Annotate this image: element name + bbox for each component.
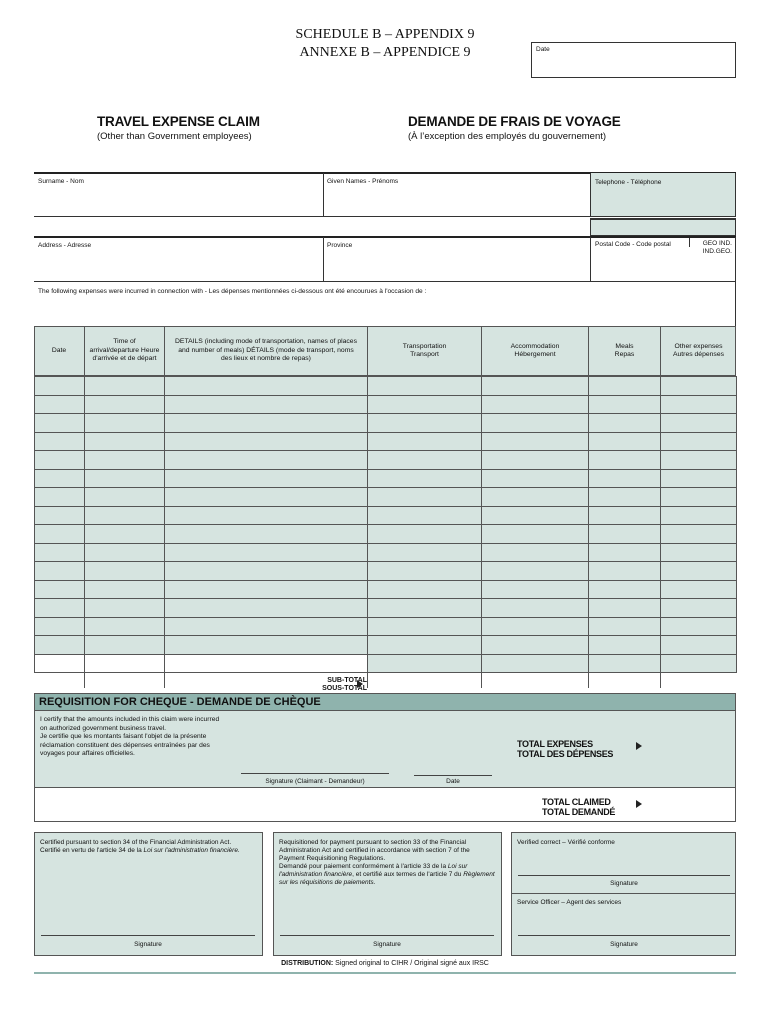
table-cell[interactable] <box>482 395 589 414</box>
table-row <box>35 432 737 451</box>
table-cell <box>165 654 368 673</box>
approval-3-divider <box>512 893 735 894</box>
table-cell[interactable] <box>589 580 661 599</box>
approval-1-text <box>40 839 258 855</box>
table-cell[interactable] <box>368 451 482 470</box>
table-cell[interactable] <box>368 414 482 433</box>
table-cell[interactable] <box>589 451 661 470</box>
table-cell[interactable] <box>85 562 165 581</box>
table-cell[interactable] <box>368 636 482 655</box>
approval-1-fr <box>40 847 258 855</box>
claimant-signature-line[interactable] <box>241 773 389 774</box>
schedule-line-1: SCHEDULE B – APPENDIX 9 <box>295 27 475 42</box>
table-cell <box>85 654 165 673</box>
table-cell[interactable] <box>368 599 482 618</box>
english-title: TRAVEL EXPENSE CLAIM <box>97 114 260 129</box>
total-claimed-label <box>542 797 615 817</box>
french-title: DEMANDE DE FRAIS DE VOYAGE <box>408 114 621 129</box>
table-row <box>35 654 737 673</box>
table-cell[interactable] <box>35 525 85 544</box>
table-cell[interactable] <box>368 617 482 636</box>
table-cell[interactable] <box>661 377 737 396</box>
verified-signature-label: Signature <box>610 880 638 887</box>
table-cell[interactable] <box>661 562 737 581</box>
table-cell[interactable] <box>589 599 661 618</box>
table-cell[interactable] <box>35 451 85 470</box>
schedule-line-2: ANNEXE B – APPENDICE 9 <box>299 45 471 60</box>
table-cell[interactable] <box>85 451 165 470</box>
given-names-label: Given Names - Prénoms <box>327 178 399 185</box>
header-other: Other expenses Autres dépenses <box>672 342 724 358</box>
table-cell[interactable] <box>165 562 368 581</box>
table-cell[interactable] <box>35 432 85 451</box>
expense-rows <box>35 377 737 673</box>
right-border-address <box>735 237 736 281</box>
table-cell[interactable] <box>661 469 737 488</box>
table-cell[interactable] <box>165 599 368 618</box>
table-row <box>35 543 737 562</box>
table-cell[interactable] <box>661 617 737 636</box>
table-cell[interactable] <box>165 580 368 599</box>
table-cell[interactable] <box>165 506 368 525</box>
approval-2-text <box>279 839 497 887</box>
french-subtitle: (À l’exception des employés du gouvernement) <box>408 131 607 142</box>
total-claimed-en: TOTAL CLAIMED <box>542 797 611 807</box>
expense-table <box>34 376 737 673</box>
header-date: Date <box>51 346 67 354</box>
table-cell[interactable] <box>482 580 589 599</box>
table-cell[interactable] <box>368 543 482 562</box>
postal-code-label: Postal Code - Code postal <box>595 241 671 248</box>
table-cell[interactable] <box>35 488 85 507</box>
table-cell[interactable] <box>85 414 165 433</box>
approval-2-en: Requisitioned for payment pursuant to section 33 of the Financial Administration Act and certified in accordance with section 7 of the Payment Requisitioning Regulations. <box>279 839 470 862</box>
approval-2-fr-a: Demandé pour paiement conformément à l'article 33 de la <box>279 863 448 870</box>
claimant-date-line[interactable] <box>414 775 492 776</box>
approval-2-signature-line[interactable] <box>280 935 494 936</box>
right-border-intro <box>735 281 736 326</box>
table-cell[interactable] <box>482 562 589 581</box>
table-cell[interactable] <box>368 395 482 414</box>
service-officer-label: Service Officer – Agent des services <box>517 899 622 906</box>
table-cell[interactable] <box>35 580 85 599</box>
approval-2-fr-b: , et certifié aux termes de l'article 7 du <box>352 871 464 878</box>
total-claimed-arrow-icon <box>636 800 642 808</box>
table-cell[interactable] <box>589 543 661 562</box>
approval-box-2 <box>273 832 502 956</box>
schedule-heading <box>230 26 540 62</box>
table-cell[interactable] <box>35 395 85 414</box>
french-title-block <box>408 114 621 142</box>
table-cell[interactable] <box>589 654 661 673</box>
certify-en: I certify that the amounts included in this claim were incurred on authorized government business travel. <box>40 716 220 732</box>
address-divider <box>323 237 324 281</box>
table-cell[interactable] <box>661 543 737 562</box>
subtotal-arrow-icon <box>357 680 363 688</box>
header-time: Time of arrival/departure Heure d'arrivée et de départ <box>89 338 160 363</box>
table-cell[interactable] <box>482 488 589 507</box>
table-cell[interactable] <box>368 562 482 581</box>
telephone-label: Telephone - Téléphone <box>595 179 662 186</box>
claimant-signature-label: Signature (Claimant - Demandeur) <box>265 778 365 785</box>
english-title-block <box>97 114 260 142</box>
table-cell[interactable] <box>482 377 589 396</box>
verified-label: Verified correct – Vérifié conforme <box>517 839 615 846</box>
approval-box-1 <box>34 832 263 956</box>
table-cell[interactable] <box>85 377 165 396</box>
address-label: Address - Adresse <box>38 242 92 249</box>
table-cell <box>35 654 85 673</box>
table-cell[interactable] <box>35 469 85 488</box>
table-cell[interactable] <box>589 432 661 451</box>
approval-2-fr <box>279 863 497 887</box>
distribution-note <box>200 960 570 968</box>
claimant-date-label: Date <box>446 778 460 785</box>
table-row <box>35 525 737 544</box>
table-cell[interactable] <box>482 469 589 488</box>
service-signature-line[interactable] <box>518 935 730 936</box>
table-cell[interactable] <box>368 525 482 544</box>
table-row <box>35 395 737 414</box>
table-cell[interactable] <box>165 377 368 396</box>
table-cell[interactable] <box>35 617 85 636</box>
postal-divider <box>590 237 591 281</box>
table-cell[interactable] <box>368 506 482 525</box>
table-cell[interactable] <box>165 414 368 433</box>
geo-ind-label: GEO IND. IND.GEO. <box>702 240 732 255</box>
table-cell[interactable] <box>85 488 165 507</box>
table-cell[interactable] <box>368 432 482 451</box>
date-label: Date <box>536 46 550 53</box>
table-cell[interactable] <box>35 414 85 433</box>
table-cell[interactable] <box>661 654 737 673</box>
table-row <box>35 488 737 507</box>
table-cell[interactable] <box>482 451 589 470</box>
table-cell[interactable] <box>85 599 165 618</box>
table-cell[interactable] <box>368 580 482 599</box>
table-row <box>35 414 737 433</box>
table-cell[interactable] <box>165 525 368 544</box>
row-rule-1 <box>34 216 736 217</box>
table-cell[interactable] <box>482 599 589 618</box>
table-cell[interactable] <box>482 525 589 544</box>
table-cell[interactable] <box>165 469 368 488</box>
certify-fr: Je certifie que les montants faisant l'objet de la présente réclamation constituent des dépenses entraînées par des voyages pour affaires officielles. <box>40 733 210 757</box>
table-cell[interactable] <box>661 599 737 618</box>
table-cell[interactable] <box>589 414 661 433</box>
table-cell[interactable] <box>661 580 737 599</box>
surname-divider <box>323 173 324 217</box>
table-cell[interactable] <box>589 488 661 507</box>
table-cell[interactable] <box>589 525 661 544</box>
table-row <box>35 580 737 599</box>
approval-1-fr-a: Certifié en vertu de l'article 34 de la <box>40 847 144 854</box>
province-label: Province <box>327 242 353 249</box>
total-claimed-row <box>34 788 736 822</box>
table-row <box>35 636 737 655</box>
table-cell[interactable] <box>85 506 165 525</box>
subtotal-line-2: SOUS-TOTAL <box>322 685 367 692</box>
approval-1-signature-label: Signature <box>134 941 162 948</box>
table-row <box>35 599 737 618</box>
table-cell[interactable] <box>368 377 482 396</box>
approval-2-fr-italic-2: Règlement sur les réquisitions de paiements. <box>279 871 495 886</box>
certify-text <box>40 716 220 759</box>
table-row <box>35 506 737 525</box>
table-cell[interactable] <box>85 432 165 451</box>
table-cell[interactable] <box>165 488 368 507</box>
table-cell[interactable] <box>589 617 661 636</box>
approval-1-signature-line[interactable] <box>41 935 255 936</box>
table-cell[interactable] <box>165 451 368 470</box>
total-claimed-fr: TOTAL DEMANDÉ <box>542 807 616 817</box>
table-cell[interactable] <box>661 451 737 470</box>
table-cell[interactable] <box>165 395 368 414</box>
table-cell[interactable] <box>35 506 85 525</box>
table-row <box>35 451 737 470</box>
table-cell[interactable] <box>589 377 661 396</box>
table-cell[interactable] <box>35 599 85 618</box>
row-rule-2 <box>34 236 736 238</box>
table-cell[interactable] <box>35 636 85 655</box>
requisition-title: REQUISITION FOR CHEQUE - DEMANDE DE CHÈQUE <box>39 696 321 708</box>
table-cell[interactable] <box>85 580 165 599</box>
table-cell[interactable] <box>661 414 737 433</box>
table-cell[interactable] <box>589 562 661 581</box>
table-cell[interactable] <box>165 543 368 562</box>
table-cell[interactable] <box>482 636 589 655</box>
table-cell[interactable] <box>85 543 165 562</box>
table-cell[interactable] <box>482 543 589 562</box>
requisition-title-bar <box>34 693 736 711</box>
footer-rule <box>34 972 736 974</box>
table-cell[interactable] <box>589 469 661 488</box>
table-cell[interactable] <box>165 617 368 636</box>
table-cell[interactable] <box>35 543 85 562</box>
header-meals: Meals Repas <box>614 342 635 358</box>
table-row <box>35 377 737 396</box>
total-expenses-fr: TOTAL DES DÉPENSES <box>517 749 614 759</box>
table-cell[interactable] <box>661 636 737 655</box>
table-cell[interactable] <box>482 654 589 673</box>
table-cell[interactable] <box>482 617 589 636</box>
header-transportation: Transportation Transport <box>402 342 447 358</box>
approval-box-3 <box>511 832 736 956</box>
expenses-intro: The following expenses were incurred in connection with - Les dépenses mentionnées ci-dessous ont été encourues à l'occasion de : <box>38 288 427 295</box>
table-cell[interactable] <box>35 377 85 396</box>
table-cell[interactable] <box>661 395 737 414</box>
table-cell[interactable] <box>482 506 589 525</box>
distribution-text: Signed original to CIHR / Original signé aux IRSC <box>333 960 489 967</box>
surname-label: Surname - Nom <box>38 178 84 185</box>
total-expenses-label <box>517 739 613 759</box>
total-expenses-en: TOTAL EXPENSES <box>517 739 593 749</box>
table-cell[interactable] <box>482 414 589 433</box>
table-cell[interactable] <box>35 562 85 581</box>
table-cell[interactable] <box>661 488 737 507</box>
table-cell[interactable] <box>165 636 368 655</box>
table-cell[interactable] <box>661 432 737 451</box>
subtotal-line-1: SUB-TOTAL <box>327 677 367 684</box>
approval-2-fr-italic-1: Loi sur l'administration financière <box>279 863 468 878</box>
date-box[interactable] <box>531 42 736 78</box>
telephone-box[interactable] <box>590 173 736 217</box>
table-cell[interactable] <box>165 432 368 451</box>
telephone-lower <box>590 218 736 236</box>
english-subtitle: (Other than Government employees) <box>97 131 252 142</box>
table-cell[interactable] <box>85 525 165 544</box>
table-cell[interactable] <box>482 432 589 451</box>
table-cell[interactable] <box>589 395 661 414</box>
table-cell[interactable] <box>85 636 165 655</box>
table-cell[interactable] <box>661 525 737 544</box>
table-cell[interactable] <box>368 654 482 673</box>
distribution-bold: DISTRIBUTION: <box>281 960 334 967</box>
service-signature-label: Signature <box>610 941 638 948</box>
table-cell[interactable] <box>368 488 482 507</box>
total-expenses-arrow-icon <box>636 742 642 750</box>
table-row <box>35 562 737 581</box>
table-cell[interactable] <box>85 395 165 414</box>
table-cell[interactable] <box>589 506 661 525</box>
table-row <box>35 469 737 488</box>
table-cell[interactable] <box>661 506 737 525</box>
row-rule-3 <box>34 281 736 282</box>
table-cell[interactable] <box>85 617 165 636</box>
approval-1-fr-italic: Loi sur l'administration financière. <box>143 847 240 854</box>
table-row <box>35 617 737 636</box>
approval-1-en: Certified pursuant to section 34 of the Financial Administration Act. <box>40 839 232 846</box>
table-cell[interactable] <box>368 469 482 488</box>
table-cell[interactable] <box>85 469 165 488</box>
header-accommodation: Accommodation Hébergement <box>510 342 560 358</box>
approval-2-signature-label: Signature <box>373 941 401 948</box>
table-cell[interactable] <box>589 636 661 655</box>
header-details: DETAILS (including mode of transportation, names of places and number of meals) DÉTAILS (mode de transport, noms des lieux et nombre de repas) <box>175 338 357 363</box>
verified-signature-line[interactable] <box>518 875 730 876</box>
